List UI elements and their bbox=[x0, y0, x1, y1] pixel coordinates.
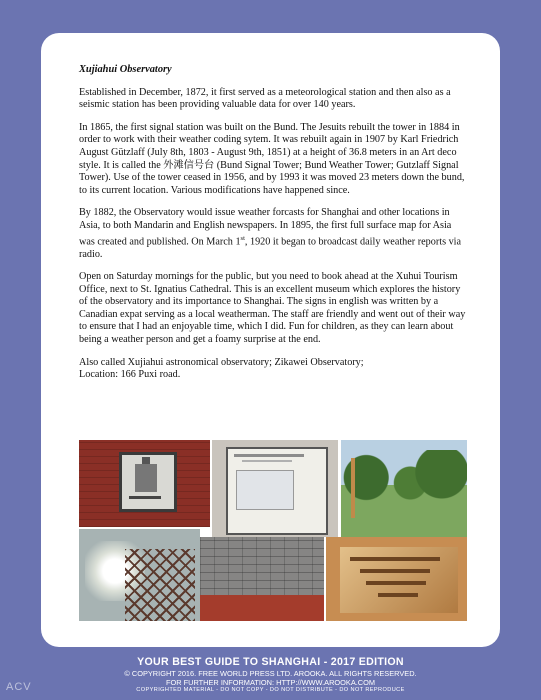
paragraph-forecasts bbox=[79, 207, 469, 261]
paragraph-also-called bbox=[79, 357, 469, 382]
paragraph-visiting: Open on Saturday mornings for the public, but you need to book ahead at the Xuhui Tourism Office, next to St. Ignatius Cathedral. This is an excellent museum which explores the history of the observatory and its importance to Shanghai. The signs in english was written by a Canadian expat serving as a local weatherman. The staff are friendly and went out of their way to ensure that I had an enjoyable time, which I did. Fun for children, as they can learn about being a weather person and get a foamy surprise at the end. bbox=[79, 271, 466, 346]
footer-headline: YOUR BEST GUIDE TO SHANGHAI - 2017 EDITION bbox=[137, 656, 404, 668]
photo-garden-trees bbox=[341, 440, 467, 537]
page-sheet bbox=[41, 33, 500, 647]
forecasts-text-start: By 1882, the Observatory would issue weather forcasts for Shanghai and other locations in Asia, to both Mandarin and English newspapers. In 1895, the first full surface map for Asia was created and published. On March 1 bbox=[79, 207, 452, 247]
photo-signal-tower-sun bbox=[79, 529, 200, 621]
article-content bbox=[79, 64, 469, 382]
paragraph-established: Established in December, 1872, it first served as a meteorological station and then also as a seismic station has been providing valuable data for over 140 years. bbox=[79, 86, 451, 111]
footer-notice: COPYRIGHTED MATERIAL - DO NOT COPY - DO NOT DISTRIBUTE - DO NOT REPRODUCE bbox=[136, 687, 405, 693]
article-title: Xujiahui Observatory bbox=[79, 64, 172, 75]
photo-stone-wall bbox=[200, 537, 324, 621]
photo-map-exhibit bbox=[212, 440, 338, 537]
photo-brick-wall-display bbox=[79, 440, 210, 527]
page-footer bbox=[0, 656, 541, 694]
footer-info-link[interactable]: FOR FURTHER INFORMATION: HTTP://WWW.AROOKA.COM bbox=[165, 678, 376, 687]
photo-collage bbox=[79, 440, 467, 621]
location-text: Location: 166 Puxi road. bbox=[79, 369, 181, 381]
photo-museum-plaque bbox=[326, 537, 467, 621]
watermark-acv: ACV bbox=[6, 681, 32, 693]
also-called-text: Also called Xujiahui astronomical observatory; Zikawei Observatory; bbox=[79, 356, 364, 368]
ordinal-suffix: st bbox=[240, 234, 245, 242]
paragraph-history: In 1865, the first signal station was built on the Bund. The Jesuits rebuilt the tower in 1884 in order to work with their weather coding sytem. It was rebuilt again in 1907 by Karl Friedrich August Gützlaff (July 8th, 1803 - August 9th, 1851) at a height of 36.8 meters in an Art deco style. It is called the 外滩信号台 (Bund Signal Tower; Bund Weather Tower; Gutzlaff Signal Tower). Use of the tower ceased in 1956, and by 1993 it was moved 23 meters down the bund, to its current location. Various modifications have happened since. bbox=[79, 121, 465, 196]
forecasts-text-end: , 1920 it began to broadcast daily weather reports via radio. bbox=[79, 235, 462, 260]
footer-copyright: © COPYRIGHT 2016. FREE WORLD PRESS LTD. AROOKA. ALL RIGHTS RESERVED. bbox=[124, 669, 417, 678]
